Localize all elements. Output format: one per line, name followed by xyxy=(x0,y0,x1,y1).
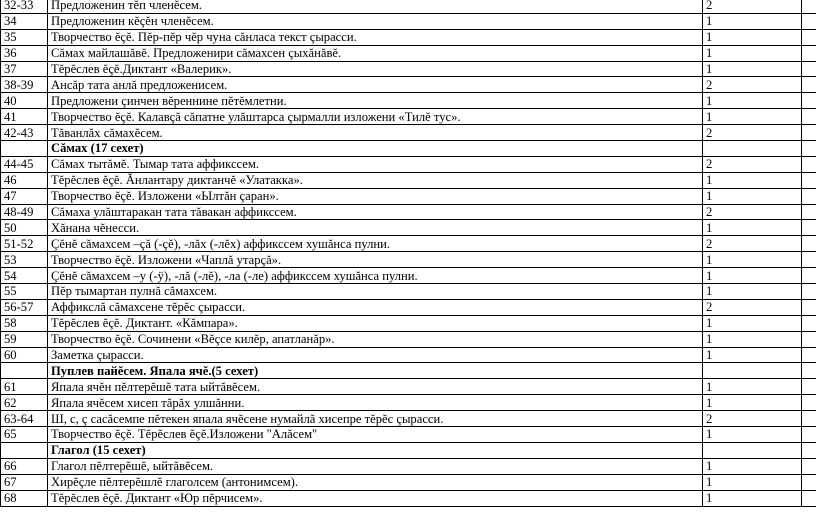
lesson-topic-cell: Предложенин кĕçĕн членĕсем. xyxy=(48,13,703,29)
hours-cell: 1 xyxy=(703,427,802,443)
lesson-topic-cell: Глагол пĕлтерĕшĕ, ыйтăвĕсем. xyxy=(48,458,703,474)
lesson-number-cell: 37 xyxy=(1,61,48,77)
hours-cell: 1 xyxy=(703,474,802,490)
extra-cell xyxy=(802,0,816,13)
lesson-topic-cell: Предложенин тĕп членĕсем. xyxy=(48,0,703,13)
hours-cell: 2 xyxy=(703,156,802,172)
hours-cell: 1 xyxy=(703,490,802,506)
lesson-number-cell: 38-39 xyxy=(1,77,48,93)
lesson-number-cell: 44-45 xyxy=(1,156,48,172)
lesson-number-cell: 65 xyxy=(1,427,48,443)
hours-cell: 1 xyxy=(703,45,802,61)
extra-cell xyxy=(802,474,816,490)
lesson-number-cell: 46 xyxy=(1,172,48,188)
table-row xyxy=(1,315,816,331)
extra-cell xyxy=(802,61,816,77)
hours-cell: 1 xyxy=(703,109,802,125)
extra-cell xyxy=(802,172,816,188)
lesson-number-cell: 61 xyxy=(1,379,48,395)
table-row xyxy=(1,172,816,188)
hours-cell: 1 xyxy=(703,331,802,347)
lesson-number-cell: 34 xyxy=(1,13,48,29)
extra-cell xyxy=(802,379,816,395)
extra-cell xyxy=(802,411,816,427)
table-row xyxy=(1,458,816,474)
table-row xyxy=(1,0,816,13)
lesson-topic-cell: Тĕрĕслев ĕçĕ. Диктант «Юр пĕрчисем». xyxy=(48,490,703,506)
extra-cell xyxy=(802,442,816,458)
table-row xyxy=(1,299,816,315)
hours-cell xyxy=(703,363,802,379)
lesson-topic-cell: Пĕр тымартан пулнă сăмахсем. xyxy=(48,284,703,300)
lesson-number-cell: 53 xyxy=(1,252,48,268)
lesson-number-cell: 60 xyxy=(1,347,48,363)
hours-cell: 1 xyxy=(703,220,802,236)
hours-cell: 1 xyxy=(703,379,802,395)
hours-cell: 1 xyxy=(703,61,802,77)
hours-cell: 1 xyxy=(703,252,802,268)
table-row xyxy=(1,474,816,490)
table-row xyxy=(1,156,816,172)
extra-cell xyxy=(802,125,816,141)
extra-cell xyxy=(802,13,816,29)
lesson-topic-cell: Аффикслă сăмахсене тĕрĕс çырасси. xyxy=(48,299,703,315)
lesson-topic-cell: Творчество ĕçĕ. Калавçă сăпатне улăштарса çырмалли изложени «Тилĕ тус». xyxy=(48,109,703,125)
table-row xyxy=(1,347,816,363)
lesson-topic-cell: Предложени çинчен вĕреннине пĕтĕмлетни. xyxy=(48,93,703,109)
lesson-number-cell: 59 xyxy=(1,331,48,347)
lesson-number-cell: 32-33 xyxy=(1,0,48,13)
lesson-number-cell: 63-64 xyxy=(1,411,48,427)
section-header-row xyxy=(1,141,816,157)
table-row xyxy=(1,204,816,220)
lesson-topic-cell: Творчество ĕçĕ. Сочинени «Вĕçсе килĕр, апатланăр». xyxy=(48,331,703,347)
table-row xyxy=(1,125,816,141)
lesson-number-cell: 54 xyxy=(1,268,48,284)
lesson-topic-cell: Сăмах майлашăвĕ. Предложенири сăмахсен çыхăнăвĕ. xyxy=(48,45,703,61)
extra-cell xyxy=(802,284,816,300)
lesson-topic-cell: Тăванлăх сăмахĕсем. xyxy=(48,125,703,141)
lesson-topic-cell: Тĕрĕслев ĕçĕ. Ăнлантару диктанчĕ «Улатакка». xyxy=(48,172,703,188)
table-row xyxy=(1,188,816,204)
extra-cell xyxy=(802,45,816,61)
lesson-number-cell xyxy=(1,442,48,458)
section-title-cell: Глагол (15 сехет) xyxy=(48,442,703,458)
hours-cell: 2 xyxy=(703,411,802,427)
hours-cell: 1 xyxy=(703,172,802,188)
lesson-topic-cell: Хăнана чĕнесси. xyxy=(48,220,703,236)
extra-cell xyxy=(802,29,816,45)
lesson-topic-cell: Заметка çырасси. xyxy=(48,347,703,363)
hours-cell: 1 xyxy=(703,93,802,109)
lesson-number-cell xyxy=(1,141,48,157)
extra-cell xyxy=(802,220,816,236)
table-row xyxy=(1,61,816,77)
extra-cell xyxy=(802,77,816,93)
table-row xyxy=(1,411,816,427)
lesson-topic-cell: Творчество ĕçĕ. Изложени «Чаплă утарçă». xyxy=(48,252,703,268)
lesson-topic-cell: Çĕнĕ сăмахсем –у (-ÿ), -лă (-лĕ), -ла (-ле) аффикссем хушăнса пулни. xyxy=(48,268,703,284)
lesson-topic-cell: Хирĕçле пĕлтерĕшлĕ глаголсем (антонимсем). xyxy=(48,474,703,490)
lesson-number-cell: 42-43 xyxy=(1,125,48,141)
lesson-topic-cell: Çĕнĕ сăмахсем –çă (-çĕ), -лăх (-лĕх) аффикссем хушăнса пулни. xyxy=(48,236,703,252)
hours-cell: 1 xyxy=(703,458,802,474)
table-row xyxy=(1,331,816,347)
table-row xyxy=(1,236,816,252)
lesson-number-cell: 68 xyxy=(1,490,48,506)
table-row xyxy=(1,29,816,45)
lesson-number-cell: 47 xyxy=(1,188,48,204)
hours-cell xyxy=(703,442,802,458)
table-row xyxy=(1,220,816,236)
table-row xyxy=(1,395,816,411)
lesson-topic-cell: Япала ячĕн пĕлтерĕшĕ тата ыйтăвĕсем. xyxy=(48,379,703,395)
table-row xyxy=(1,268,816,284)
extra-cell xyxy=(802,331,816,347)
lesson-number-cell: 55 xyxy=(1,284,48,300)
table-row xyxy=(1,109,816,125)
extra-cell xyxy=(802,156,816,172)
lesson-topic-cell: Сăмаха улăштаракан тата тăвакан аффикссем. xyxy=(48,204,703,220)
hours-cell: 2 xyxy=(703,77,802,93)
table-row xyxy=(1,252,816,268)
lesson-number-cell xyxy=(1,363,48,379)
lesson-number-cell: 48-49 xyxy=(1,204,48,220)
lesson-topic-cell: Япала ячĕсем хисеп тăрăх улшăнни. xyxy=(48,395,703,411)
section-header-row xyxy=(1,442,816,458)
lesson-number-cell: 50 xyxy=(1,220,48,236)
hours-cell: 2 xyxy=(703,204,802,220)
extra-cell xyxy=(802,93,816,109)
extra-cell xyxy=(802,363,816,379)
lesson-number-cell: 62 xyxy=(1,395,48,411)
table-row xyxy=(1,13,816,29)
hours-cell: 1 xyxy=(703,29,802,45)
hours-cell xyxy=(703,141,802,157)
hours-cell: 2 xyxy=(703,125,802,141)
table-row xyxy=(1,77,816,93)
table-row xyxy=(1,379,816,395)
extra-cell xyxy=(802,395,816,411)
table-row xyxy=(1,45,816,61)
lesson-topic-cell: Ш, с, ç сасăсемпе пĕтекен япала ячĕсене нумайлă хисепре тĕрĕс çырасси. xyxy=(48,411,703,427)
lesson-number-cell: 56-57 xyxy=(1,299,48,315)
lesson-number-cell: 66 xyxy=(1,458,48,474)
table-row xyxy=(1,427,816,443)
section-header-row xyxy=(1,363,816,379)
lesson-plan-body xyxy=(1,0,816,506)
table-row xyxy=(1,93,816,109)
lesson-number-cell: 67 xyxy=(1,474,48,490)
extra-cell xyxy=(802,315,816,331)
extra-cell xyxy=(802,109,816,125)
extra-cell xyxy=(802,188,816,204)
hours-cell: 1 xyxy=(703,284,802,300)
lesson-topic-cell: Тĕрĕслев ĕçĕ.Диктант «Валерик». xyxy=(48,61,703,77)
lesson-number-cell: 40 xyxy=(1,93,48,109)
extra-cell xyxy=(802,299,816,315)
lesson-number-cell: 35 xyxy=(1,29,48,45)
hours-cell: 1 xyxy=(703,188,802,204)
hours-cell: 1 xyxy=(703,347,802,363)
extra-cell xyxy=(802,204,816,220)
lesson-number-cell: 41 xyxy=(1,109,48,125)
hours-cell: 2 xyxy=(703,299,802,315)
lesson-topic-cell: Творчество ĕçĕ. Изложени «Ылтăн çаран». xyxy=(48,188,703,204)
lesson-number-cell: 36 xyxy=(1,45,48,61)
section-title-cell: Пуплев пайĕсем. Япала ячĕ.(5 сехет) xyxy=(48,363,703,379)
lesson-topic-cell: Творчество ĕçĕ. Пĕр-пĕр чĕр чуна сăнласа текст çырасси. xyxy=(48,29,703,45)
table-row xyxy=(1,284,816,300)
table-row xyxy=(1,490,816,506)
extra-cell xyxy=(802,236,816,252)
lesson-number-cell: 51-52 xyxy=(1,236,48,252)
extra-cell xyxy=(802,268,816,284)
hours-cell: 1 xyxy=(703,395,802,411)
extra-cell xyxy=(802,252,816,268)
lesson-topic-cell: Сăмах тытăмĕ. Тымар тата аффикссем. xyxy=(48,156,703,172)
extra-cell xyxy=(802,427,816,443)
hours-cell: 2 xyxy=(703,0,802,13)
section-title-cell: Сăмах (17 сехет) xyxy=(48,141,703,157)
lesson-number-cell: 58 xyxy=(1,315,48,331)
hours-cell: 1 xyxy=(703,13,802,29)
extra-cell xyxy=(802,490,816,506)
hours-cell: 1 xyxy=(703,268,802,284)
hours-cell: 2 xyxy=(703,236,802,252)
extra-cell xyxy=(802,347,816,363)
lesson-topic-cell: Тĕрĕслев ĕçĕ. Диктант. «Кăмпара». xyxy=(48,315,703,331)
extra-cell xyxy=(802,458,816,474)
lesson-topic-cell: Творчество ĕçĕ. Тĕрĕслев ĕçĕ.Изложени "Алăсем" xyxy=(48,427,703,443)
extra-cell xyxy=(802,141,816,157)
hours-cell: 1 xyxy=(703,315,802,331)
lesson-topic-cell: Ансăр тата анлă предложенисем. xyxy=(48,77,703,93)
